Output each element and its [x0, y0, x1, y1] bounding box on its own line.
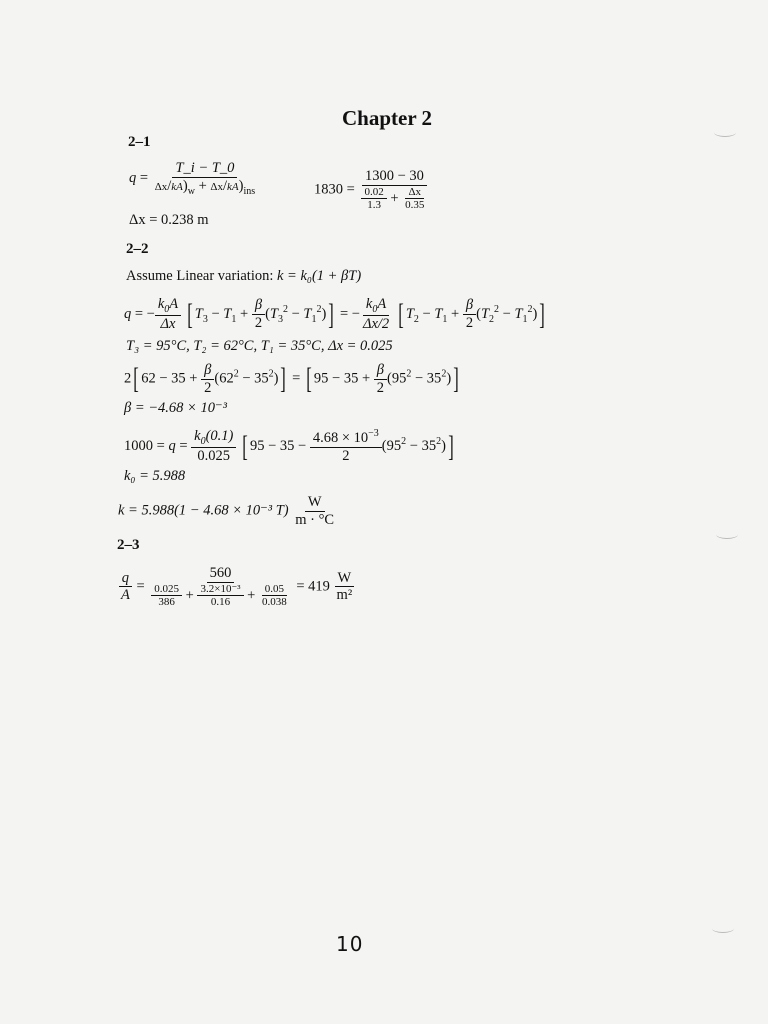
problem-2-3-label: 2–3 [117, 537, 140, 553]
given-values: T₃ = 95°C, T₂ = 62°C, T₁ = 35°C, Δx = 0.025 [126, 338, 393, 354]
eq-2-1-numeric: 1830 = 1300 − 30 $\frac{0.02}{1.3}$ + $\frac{\Delta x}{0.35}$ [314, 168, 430, 212]
eq-2-3-f1d: 386 [158, 596, 175, 609]
eq-2-1-d1d: 1.3 [367, 199, 381, 212]
page-number: 10 [336, 932, 364, 956]
eq-2-3-f2d: 0.16 [210, 596, 231, 609]
eq-2-1-num: 1300 − 30 [362, 168, 427, 186]
eq-2-3-f3n: 0.05 [262, 583, 287, 597]
scan-mark [716, 530, 738, 539]
eq-2-1-d1n: 0.02 [361, 186, 386, 200]
eq-2-1-numerator: T_i − T_0 [172, 160, 237, 178]
k-final [118, 494, 337, 528]
eq-2-1-d2d: 0.35 [405, 199, 425, 212]
eq-2-3-f3d: 0.038 [261, 596, 287, 609]
problem-2-1-label: 2–1 [128, 134, 151, 150]
problem-2-2-label: 2–2 [126, 241, 149, 257]
eq-2-1-q: q = $\frac{T\_i - T\_0}{\Delta x/kA)_w + \Delta x/kA)_{ins}}$ [129, 160, 256, 197]
chapter-title: Chapter 2 [342, 106, 433, 130]
k-unit-den: m · °C [295, 511, 335, 528]
k-linear-eq: k = k₀(1 + βT) [277, 268, 362, 284]
eq-2-3-f1n: 0.025 [151, 583, 182, 597]
eq-2-2-flux: q = − $\frac{k_0A}{\Delta x}$ [ $T_3 - T_1$ + $\frac{\beta}{2}$ $(T_3^2 - T_1^2)$] = − $\frac{k_0A}{\Delta x/2}$ [ $T_2 - T_1$ + $\frac{\beta}{2}$ $(T_2^2 - T_1^2)$] [124, 296, 546, 333]
eq-2-3-unit-num: W [335, 570, 355, 588]
eq-2-3-result: = 419 [296, 578, 330, 595]
assumption-line [126, 268, 361, 285]
scan-mark [712, 924, 734, 933]
eq-2-2-numeric: 2[ 62 − 35 + $\frac{\beta}{2}$ $(62^2 - 35^2)$] = [ 95 − 35 + $\frac{\beta}{2}$ $(95^2 - 35^2)$] [124, 362, 459, 396]
eq-2-3-unit-den: m² [336, 587, 353, 604]
eq-2-3-num: 560 [207, 565, 235, 583]
eq-2-2-k0: 1000 = q = $\frac{k_0(0.1)}{0.025}$ [ 95 − 35 − $\frac{4.68 \times 10^{-3}}{2}$ $(95^2 - 35^2)$] [124, 428, 454, 465]
k-unit-num: W [305, 494, 325, 512]
k0-result: k₀ = 5.988 [124, 468, 186, 484]
k-final-expr: k = 5.988(1 − 4.68 × 10⁻³ T) [118, 502, 289, 519]
eq-2-1-d2n: Δx [405, 186, 424, 200]
beta-result: β = −4.68 × 10⁻³ [124, 400, 227, 416]
assumption-text: Assume Linear variation: [126, 268, 274, 284]
eq-2-3: $\frac{q}{A}$ = 560 $\frac{0.025}{386}$ + $\frac{\text{3.2×10⁻³}}{0.16}$ + $\frac{0.05}{0.038}$ = 419 $\frac{W}{\text{m²}}$ [118, 565, 355, 609]
dx-result: Δx = 0.238 m [129, 212, 209, 228]
eq-2-3-f2n: 3.2×10⁻³ [197, 583, 243, 597]
scan-mark [714, 128, 736, 137]
eq-2-1-lhs: 1830 = [314, 181, 355, 198]
